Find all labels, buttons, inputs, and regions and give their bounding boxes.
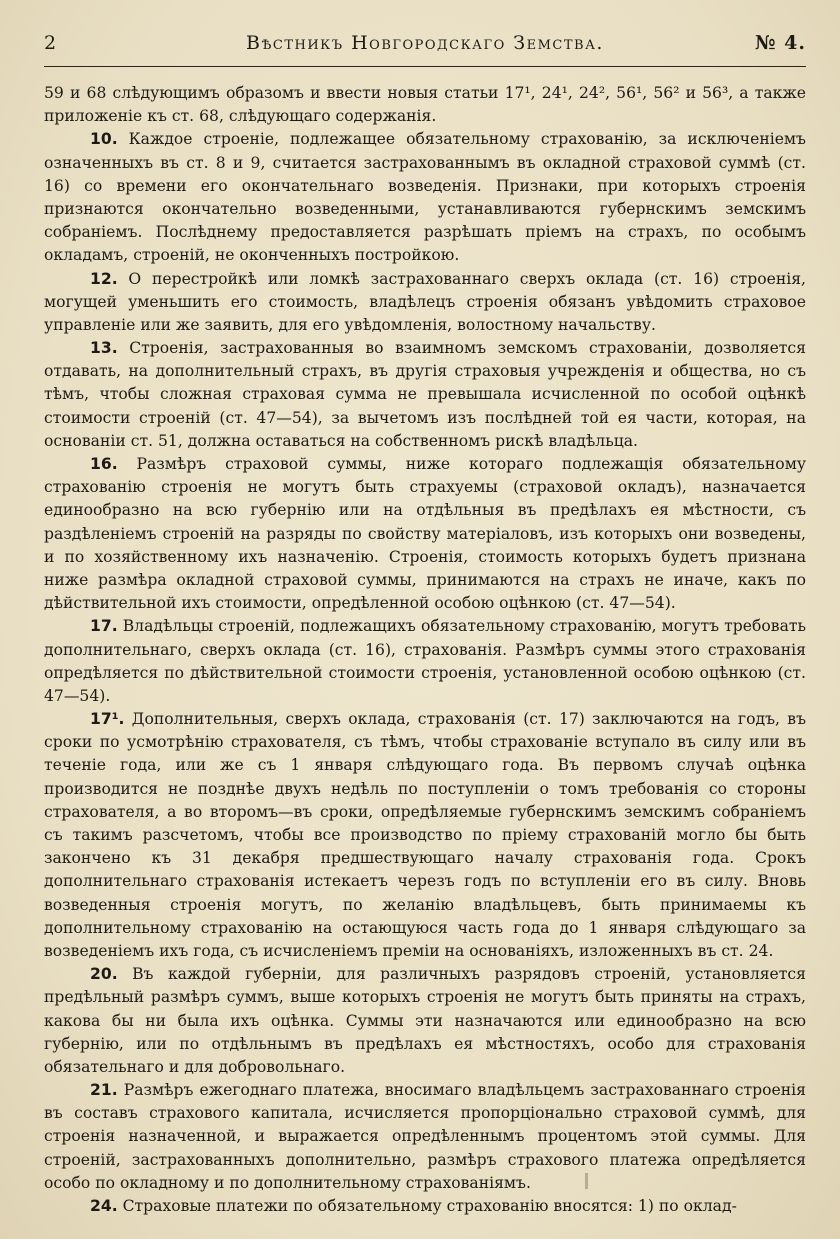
article-number: 24. [90,1197,118,1215]
paragraph-text: Въ каждой губерніи, для различныхъ разрядовъ строеній, установляется предѣльный размѣръ суммъ, выше которыхъ строенія не могутъ быть приняты на страхъ, какова бы ни была ихъ оцѣнка. Суммы эти назначаются или единообразно на всю губернію, или по отдѣльнымъ въ предѣлахъ ея мѣстностяхъ, особо для страхованія обязательнаго и для добровольнаго. [44,965,806,1076]
article-body [44,82,806,1218]
paragraph-text: Дополнительныя, сверхъ оклада, страхованія (ст. 17) заключаются на годъ, въ сроки по усмотрѣнію страхователя, съ тѣмъ, чтобы страхованіе вступало въ силу или въ теченіе года, или же съ 1 января слѣдующаго года. Въ первомъ случаѣ оцѣнка производится не позднѣе двухъ недѣль по поступленіи о томъ требованія со стороны страхователя, а во второмъ—въ сроки, опредѣляемые губернскимъ земскимъ собраніемъ съ такимъ разсчетомъ, чтобы все производство по пріему страхованій могло бы быть закончено къ 31 декабря предшествующаго началу страхованія года. Срокъ дополнительнаго страхованія истекаетъ черезъ годъ по вступленіи его въ силу. Вновь возведенныя строенія могутъ, по желанію владѣльцевъ, быть принимаемы къ дополнительному страхованію на остающуюся часть года до 1 января слѣдующаго за возведеніемъ ихъ года, съ исчисленіемъ преміи на основаніяхъ, изложенныхъ въ ст. 24. [44,710,806,960]
article-21 [44,1079,806,1195]
journal-title: Вѣстникъ Новгородскаго Земства. [246,32,604,54]
paragraph-text: Размѣръ страховой суммы, ниже котораго подлежащія обязательному страхованію строенія не могутъ быть страхуемы (страховой окладъ), назначается единообразно на всю губернію или на отдѣльныя въ предѣлахъ ея мѣстности, съ раздѣленіемъ строеній на разряды по свойству матеріаловъ, изъ которыхъ они возведены, и по хозяйственному ихъ назначенію. Строенія, стоимость которыхъ будетъ признана ниже размѣра окладной страховой суммы, принимаются на страхъ не иначе, какъ по дѣйствительной ихъ стоимости, опредѣленной особою оцѣнкою (ст. 47—54). [44,455,807,613]
article-number: 17¹. [90,710,125,729]
paper-blemish [585,1173,588,1189]
article-24 [44,1195,806,1218]
page-number: 2 [44,32,58,54]
article-17 [44,615,806,708]
paragraph-text: Страховые платежи по обязательному страхованію вносятся: 1) по оклад- [122,1197,737,1215]
article-12 [44,268,806,338]
article-17-1 [44,708,806,963]
page-header [44,28,806,60]
paragraph-text: Владѣльцы строеній, подлежащихъ обязательному страхованію, могутъ требовать дополнительнаго, сверхъ оклада (ст. 16), страхованія. Размѣръ суммы этого страхованія опредѣляется по дѣйствительной стоимости строенія, установленной особою оцѣнкою (ст. 47—54). [44,617,806,705]
article-16 [44,453,806,615]
article-13 [44,337,806,453]
article-number: 17. [90,617,118,636]
issue-number: № 4. [754,32,806,54]
article-number: 12. [90,269,118,288]
article-20 [44,963,806,1079]
article-number: 10. [90,130,118,149]
paragraph-text: Размѣръ ежегоднаго платежа, вносимаго владѣльцемъ застрахованнаго строенія въ составъ страхового капитала, исчисляется пропорціонально страховой суммѣ, для строенія назначенной, и выражается опредѣленнымъ процентомъ этой суммы. Для строеній, застрахованныхъ дополнительно, размѣръ страхового платежа опредѣляется особо по окладному и по дополнительному страхованіямъ. [44,1081,806,1192]
paragraph-text: Каждое строеніе, подлежащее обязательному страхованію, за исключеніемъ означенныхъ въ ст. 8 и 9, считается застрахованнымъ въ окладной страховой суммѣ (ст. 16) со времени его окончательнаго возведенія. Признаки, при которыхъ строенія признаются окончательно возведенными, устанавливаются губернскимъ земскимъ собраніемъ. Послѣднему предоставляется разрѣшать пріемъ на страхъ, по особымъ окладамъ, строеній, не оконченныхъ постройкою. [44,130,806,265]
article-number: 13. [90,339,118,358]
paragraph-continuation [44,82,806,128]
paragraph-text: О перестройкѣ или ломкѣ застрахованнаго сверхъ оклада (ст. 16) строенія, могущей уменьшить его стоимость, владѣлецъ строенія обязанъ увѣдомить страховое управленіе или же заявить, для его увѣдомленія, волостному начальству. [44,269,806,334]
article-number: 20. [90,965,118,984]
header-rule [44,66,806,67]
paragraph-text: Строенія, застрахованныя во взаимномъ земскомъ страхованіи, дозволяется отдавать, на дополнительный страхъ, въ другія страховыя учрежденія и общества, но съ тѣмъ, чтобы сложная страховая сумма не превышала исчисленной по особой оцѣнкѣ стоимости строеній (ст. 47—54), за вычетомъ изъ послѣдней той ея части, которая, на основаніи ст. 51, должна оставаться на собственномъ рискѣ владѣльца. [44,339,806,450]
paragraph-text: 59 и 68 слѣдующимъ образомъ и ввести новыя статьи 17¹, 24¹, 24², 56¹, 56² и 56³, а также приложеніе къ ст. 68, слѣдующаго содержанія. [44,84,806,126]
article-number: 16. [90,455,118,473]
article-10 [44,128,806,267]
article-number: 21. [90,1081,118,1100]
